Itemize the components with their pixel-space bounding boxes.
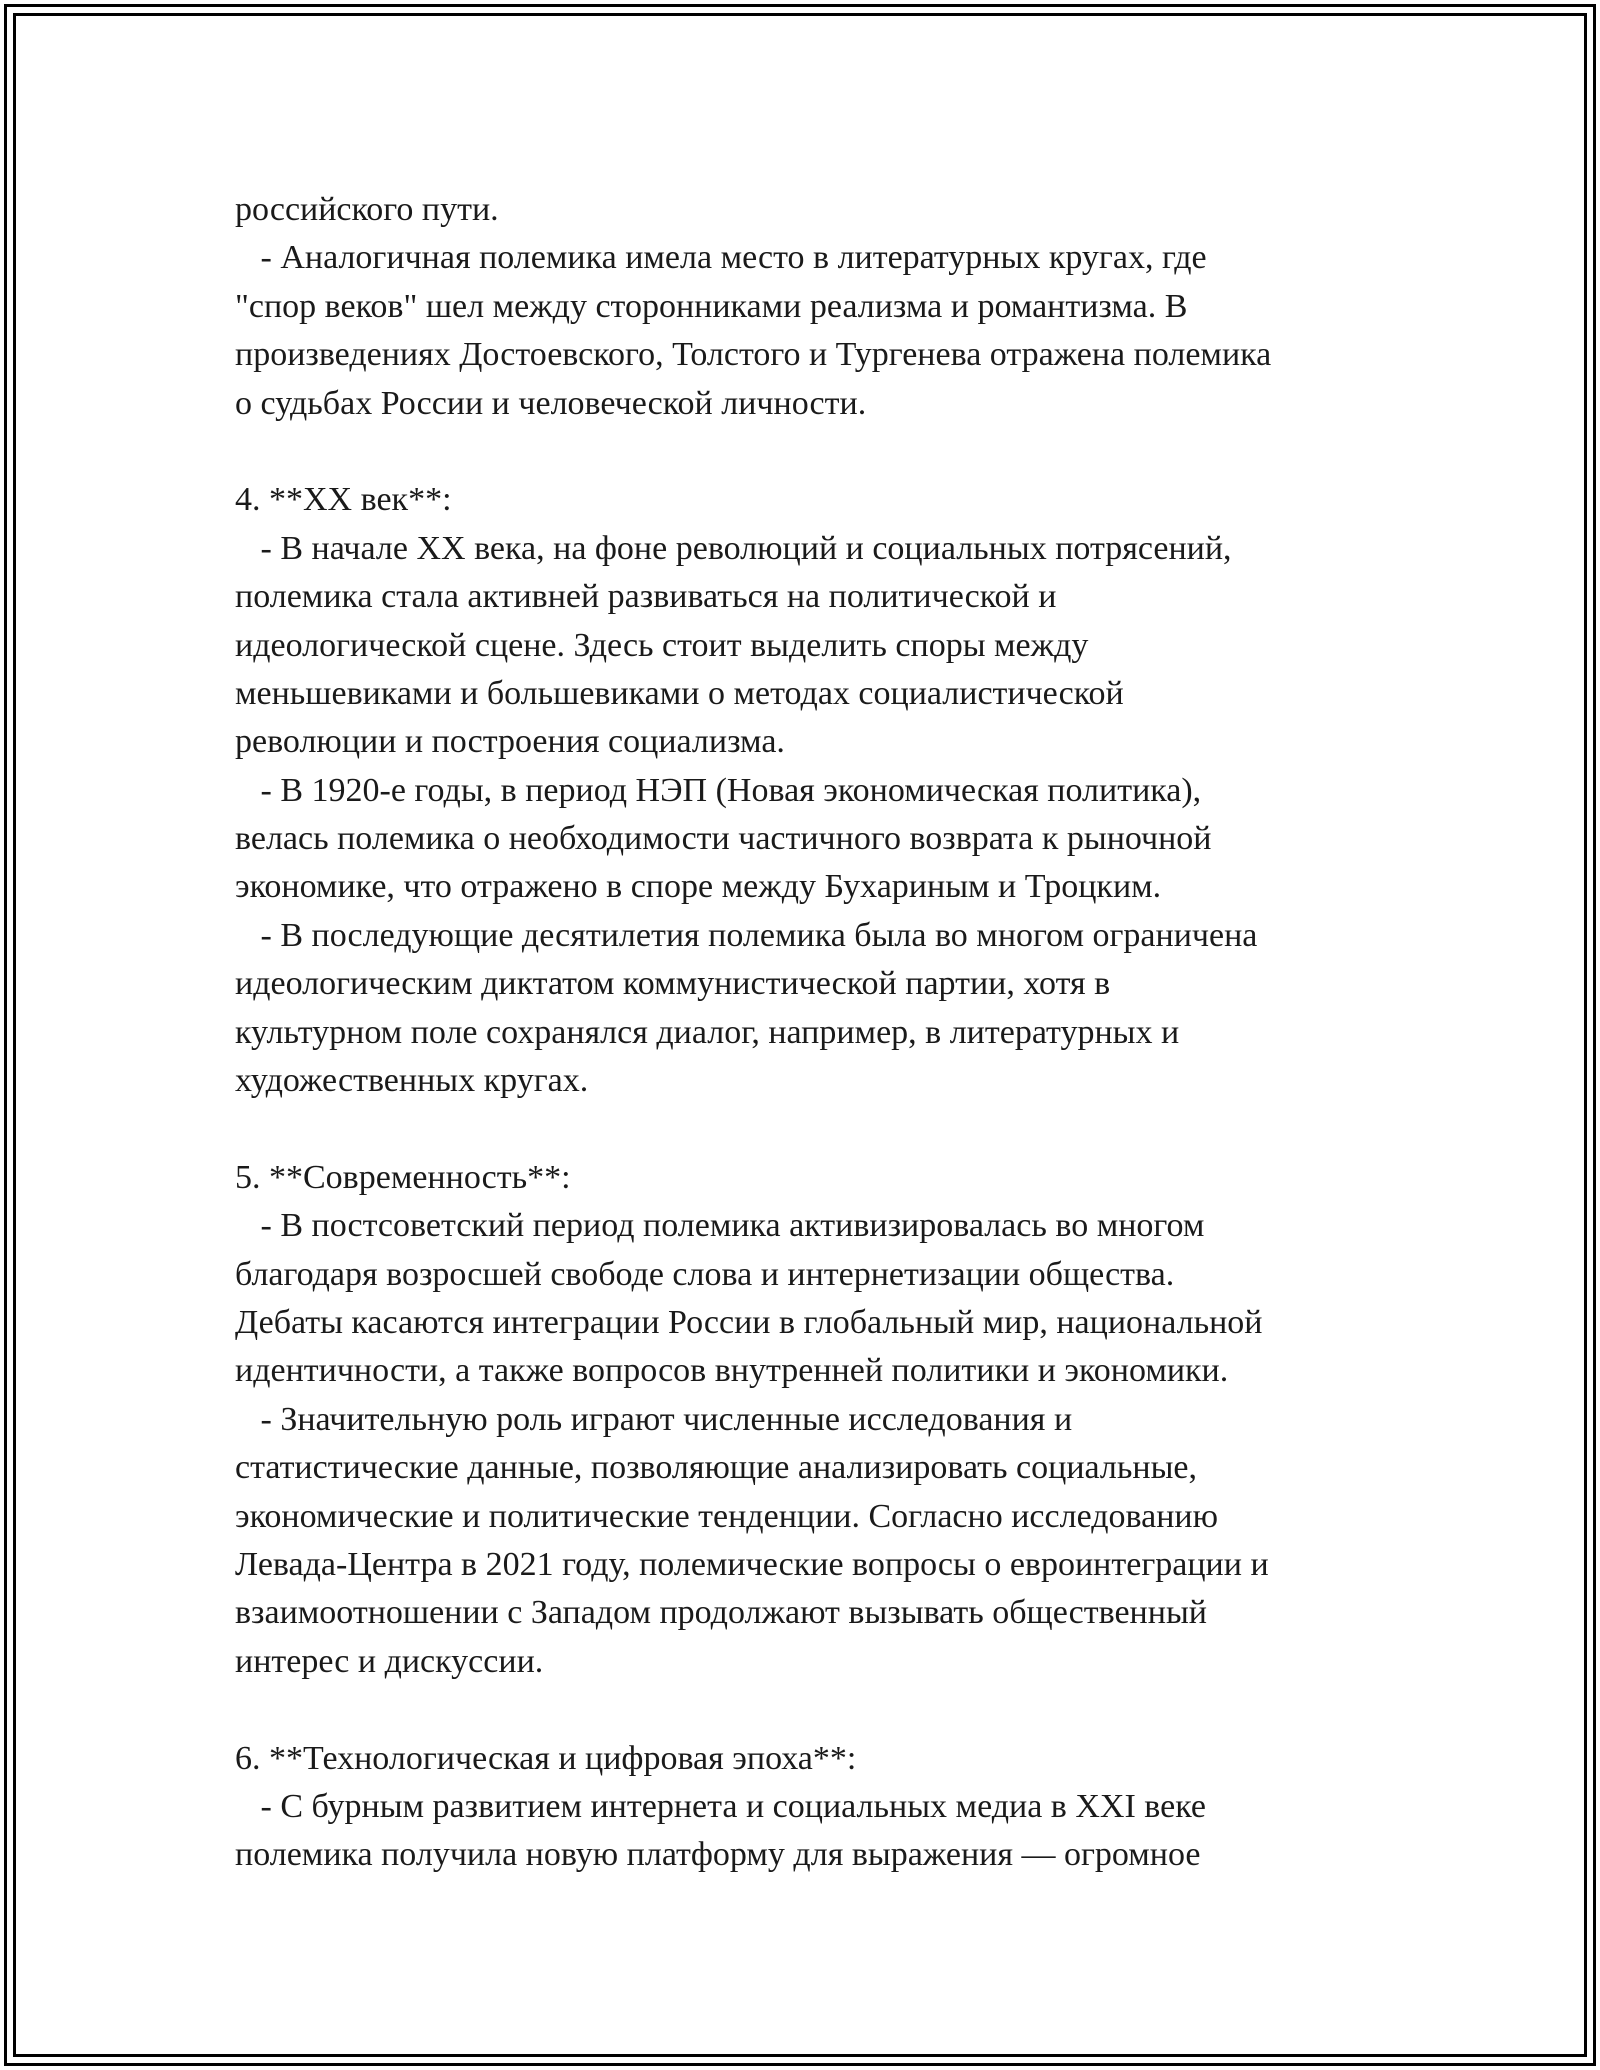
section-heading: 6. **Технологическая и цифровая эпоха**:	[235, 1739, 857, 1777]
text-line: о судьбах России и человеческой личности.	[235, 384, 867, 422]
text-line: благодаря возросшей свободе слова и интернетизации общества.	[235, 1255, 1175, 1293]
text-line: идеологической сцене. Здесь стоит выделить споры между	[235, 626, 1089, 664]
text-line: российского пути.	[235, 191, 499, 228]
text-line: идеологическим диктатом коммунистической партии, хотя в	[235, 965, 1111, 1003]
blank-line	[235, 428, 1415, 476]
text-line: - В постсоветский период полемика активизировалась во многом	[235, 1207, 1205, 1245]
text-line: "спор веков" шел между сторонниками реализма и романтизма. В	[235, 287, 1188, 325]
section-heading: 5. **Современность**:	[235, 1158, 571, 1196]
text-line: - Аналогичная полемика имела место в литературных кругах, где	[235, 239, 1207, 277]
text-line: художественных кругах.	[235, 1062, 589, 1100]
text-line: меньшевиками и большевиками о методах социалистической	[235, 674, 1124, 712]
document-text	[235, 186, 1415, 1880]
text-line: революции и построения социализма.	[235, 723, 785, 761]
text-line: велась полемика о необходимости частичного возврата к рыночной	[235, 820, 1212, 858]
text-line: - В последующие десятилетия полемика была во многом ограничена	[235, 916, 1258, 954]
blank-line	[235, 1105, 1415, 1153]
text-line: Левада-Центра в 2021 году, полемические вопросы о евроинтеграции и	[235, 1545, 1269, 1583]
text-line: произведениях Достоевского, Толстого и Тургенева отражена полемика	[235, 336, 1272, 374]
blank-line	[235, 1686, 1415, 1734]
text-line: статистические данные, позволяющие анализировать социальные,	[235, 1449, 1198, 1487]
text-line: - С бурным развитием интернета и социальных медиа в XXI веке	[235, 1787, 1206, 1825]
text-line: культурном поле сохранялся диалог, например, в литературных и	[235, 1013, 1180, 1051]
text-line: - Значительную роль играют численные исследования и	[235, 1400, 1073, 1438]
section-heading: 4. **XX век**:	[235, 481, 452, 519]
text-line: - В начале XX века, на фоне революций и социальных потрясений,	[235, 529, 1232, 567]
text-line: - В 1920-е годы, в период НЭП (Новая экономическая политика),	[235, 771, 1202, 809]
text-line: полемика получила новую платформу для выражения — огромное	[235, 1836, 1201, 1874]
text-line: взаимоотношении с Западом продолжают вызывать общественный	[235, 1594, 1207, 1632]
text-line: интерес и дискуссии.	[235, 1642, 544, 1680]
text-line: экономические и политические тенденции. Согласно исследованию	[235, 1497, 1218, 1535]
text-line: Дебаты касаются интеграции России в глобальный мир, национальной	[235, 1303, 1263, 1341]
text-line: идентичности, а также вопросов внутренней политики и экономики.	[235, 1352, 1229, 1390]
text-line: полемика стала активней развиваться на политической и	[235, 578, 1057, 616]
text-line: экономике, что отражено в споре между Бухариным и Троцким.	[235, 868, 1162, 906]
